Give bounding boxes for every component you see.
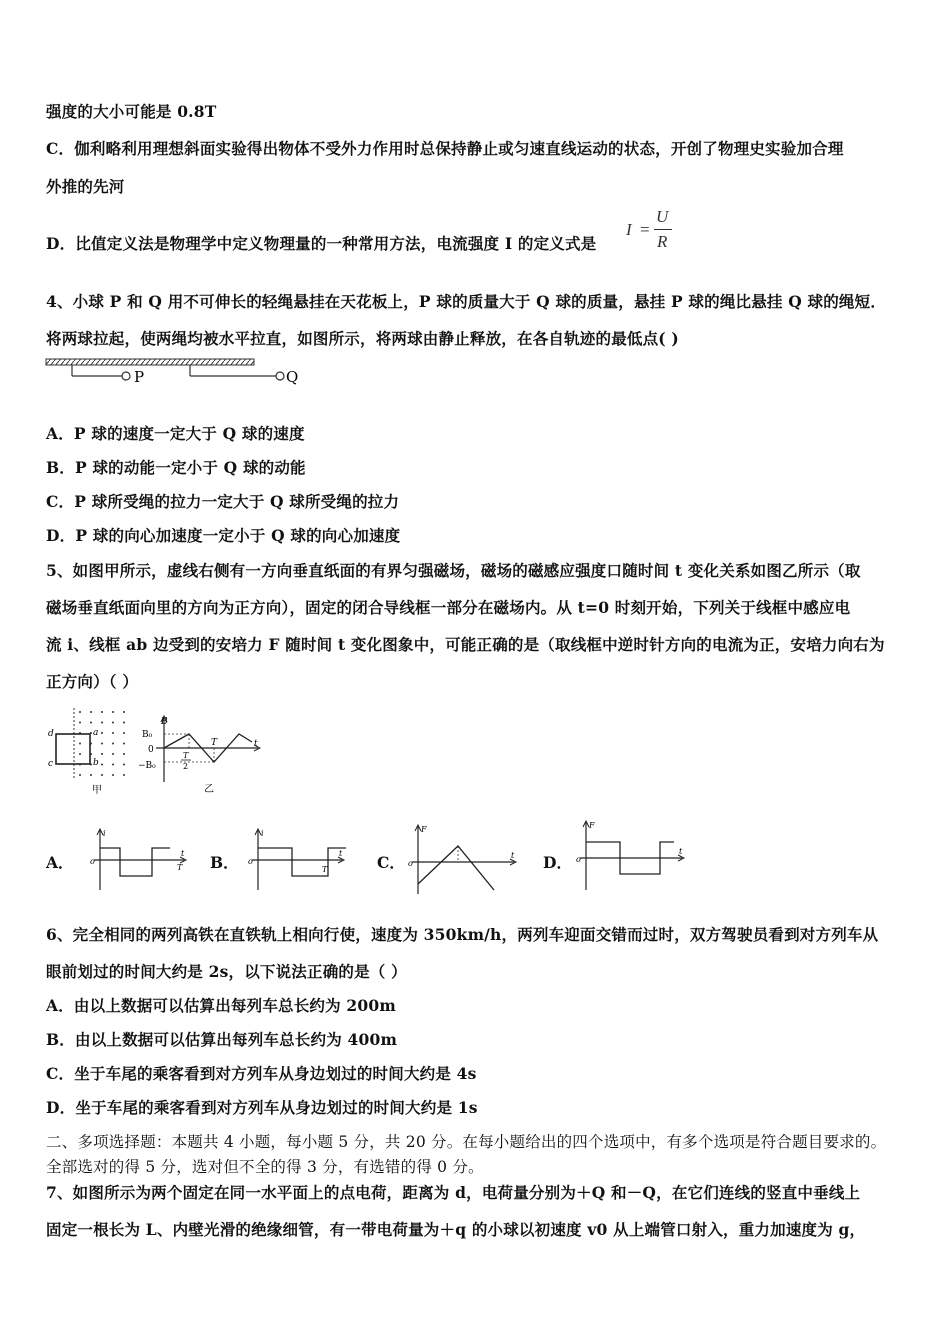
tick-label: T [177,863,183,872]
option-d: D．P 球的向心加速度一定小于 Q 球的向心加速度 [46,526,401,545]
option-b: B．由以上数据可以估算出每列车总长约为 400m [46,1030,398,1049]
axis-label: t [181,849,185,858]
option-d: D．坐于车尾的乘客看到对方列车从身边划过的时间大约是 1s [46,1098,478,1117]
field-dot [101,711,103,713]
pendulum-figure [44,355,304,387]
magnetic-field-dots [79,711,125,776]
tick-b0: B₀ [142,730,153,740]
question-6-text: 眼前划过的时间大约是 2s，以下说法正确的是（ ） [46,962,407,981]
label-a: a [93,728,99,738]
option-a: A．由以上数据可以估算出每列车总长约为 200m [46,996,396,1015]
field-dot [79,743,81,745]
question-5-text: 磁场垂直纸面向里的方向为正方向），固定的闭合导线框一部分在磁场内。从 t=0 时刻开始，下列关于线框中感应电 [46,598,851,617]
field-dot [101,722,103,724]
field-dot [112,711,114,713]
origin-label: o [408,859,413,868]
option-a-label: A． [46,853,74,872]
field-dot [90,722,92,724]
option-c: C．坐于车尾的乘客看到对方列车从身边划过的时间大约是 4s [46,1064,477,1083]
axis-t-label: t [254,739,258,749]
option-b-graph [242,826,352,892]
label-q: Q [286,368,299,386]
label-p: P [134,368,145,386]
figure-yi-b-t-graph [134,712,274,796]
field-dot [101,764,103,766]
axis-label: i [261,829,264,838]
formula-i: I [626,220,632,239]
field-dot [101,743,103,745]
text-line: 强度的大小可能是 0.8T [46,102,217,121]
axis-label: t [679,847,683,856]
option-c-label: C． [377,853,405,872]
label-d: d [48,729,54,739]
formula-u: U [656,207,669,226]
question-4-text: 4、小球 P 和 Q 用不可伸长的轻绳悬挂在天花板上，P 球的质量大于 Q 球的质量，悬挂 P 球的绳比悬挂 Q 球的绳短． [46,292,887,311]
origin-label: o [90,857,95,866]
option-c: C．P 球所受绳的拉力一定大于 Q 球所受绳的拉力 [46,492,400,511]
label-b: b [93,758,99,768]
option-a: A．P 球的速度一定大于 Q 球的速度 [46,424,305,443]
field-dot [112,732,114,734]
origin-label: o [248,857,253,866]
axis-label: F [589,821,595,830]
axis-b-label: B [161,717,168,727]
field-dot [112,743,114,745]
ball-q [276,372,284,380]
question-7-text: 7、如图所示为两个固定在同一水平面上的点电荷，距离为 d，电荷量分别为＋Q 和－Q，在它们连线的竖直中垂线上 [46,1183,861,1202]
field-dot [90,711,92,713]
formula-r: R [657,232,668,251]
label-c: c [48,759,54,769]
field-dot [112,753,114,755]
section-2-heading: 二、多项选择题：本题共 4 小题，每小题 5 分，共 20 分。在每小题给出的四个选项中，有多个选项是符合题目要求的。 [46,1133,887,1151]
tick-neg-b0: −B₀ [138,761,156,771]
field-dot [112,722,114,724]
tick-zero: 0 [148,745,154,755]
ball-p [122,372,130,380]
option-c-text: C．伽利略利用理想斜面实验得出物体不受外力作用时总保持静止或匀速直线运动的状态，开创了物理史实验加合理 [46,139,844,158]
field-dot [79,711,81,713]
label-jia: 甲 [92,785,102,796]
field-dot [79,753,81,755]
question-4-text: 将两球拉起，使两绳均被水平拉直，如图所示，将两球由静止释放，在各自轨迹的最低点( ) [46,329,679,348]
option-d-graph [574,818,690,892]
origin-label: o [576,855,581,864]
question-6-text: 6、完全相同的两列高铁在直铁轨上相向行使，速度为 350km/h，两列车迎面交错而过时，双方驾驶员看到对方列车从 [46,925,879,944]
field-dot [123,722,125,724]
field-dot [123,774,125,776]
field-dot [101,732,103,734]
field-dot [79,774,81,776]
field-dot [123,764,125,766]
field-dot [101,753,103,755]
tick-label: T [322,865,328,874]
option-b: B．P 球的动能一定小于 Q 球的动能 [46,458,306,477]
field-dot [101,774,103,776]
text-line: 外推的先河 [46,177,125,196]
field-dot [79,722,81,724]
field-dot [90,774,92,776]
axis-label: i [103,829,106,838]
option-d-label: D． [543,853,572,872]
field-dot [112,764,114,766]
field-dot [123,753,125,755]
field-dot [123,732,125,734]
question-5-text: 流 i、线框 ab 边受到的安培力 F 随时间 t 变化图象中，可能正确的是（取线框中逆时针方向的电流为正，安培力向右为 [46,635,885,654]
tick-half-t-den: 2 [183,762,189,771]
tick-t: T [211,738,218,748]
formula-eq: = [640,220,650,239]
wire-frame [56,734,90,764]
option-b-label: B． [210,853,239,872]
tick-half-t-num: T [183,751,189,760]
axis-label: F [421,825,427,834]
field-dot [123,743,125,745]
fraction-bar [654,229,672,230]
label-yi: 乙 [204,784,214,795]
question-5-text: 正方向）（ ） [46,672,139,691]
option-d-text: D．比值定义法是物理学中定义物理量的一种常用方法，电流强度 I 的定义式是 [46,234,597,253]
axis-label: t [339,849,343,858]
question-7-text: 固定一根长为 L、内壁光滑的绝缘细管，有一带电荷量为＋q 的小球以初速度 v0 从上端管口射入，重力加速度为 g， [46,1220,866,1239]
ceiling [46,359,254,365]
axis-label: t [511,851,515,860]
question-5-text: 5、如图甲所示，虚线右侧有一方向垂直纸面的有界匀强磁场，磁场的磁感应强度口随时间 t 变化关系如图乙所示（取 [46,561,861,580]
figure-jia [44,704,134,796]
section-2-scoring: 全部选对的得 5 分，选对但不全的得 3 分，有选错的得 0 分。 [46,1158,484,1176]
field-dot [123,711,125,713]
option-a-graph [84,826,194,892]
field-dot [112,774,114,776]
option-c-graph [406,822,522,896]
